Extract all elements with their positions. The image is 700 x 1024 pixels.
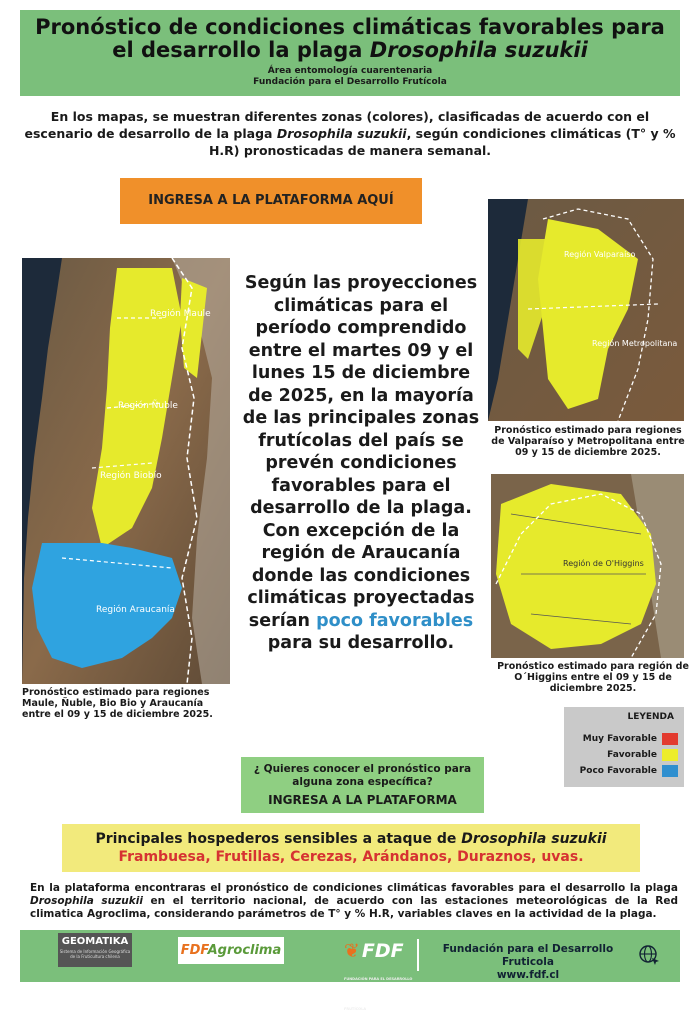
- map-label-metropolitana: Región Metropolitana: [592, 339, 678, 348]
- map-valparaiso-metropolitana: [488, 199, 684, 421]
- map-label-ohiggins: Región de O'Higgins: [563, 559, 644, 568]
- legend-label: Muy Favorable: [582, 734, 657, 744]
- forecast-text-end: para su desarrollo.: [267, 633, 455, 653]
- caption-valpo: Pronóstico estimado para regiones de Valparaíso y Metropolitana entre 09 y 15 de diciembre 2025.: [491, 425, 685, 458]
- legend-item-muy-favorable: [583, 733, 678, 745]
- org-label: Fundación para el Desarrollo Frutícola: [253, 77, 447, 87]
- caption-south: Pronóstico estimado para regiones Maule, Ñuble, Bio Bio y Araucanía entre el 09 y 15 de diciembre 2025.: [22, 687, 213, 720]
- para-part2: en el territorio nacional, de acuerdo con las estaciones meteorológicas de la Red climatica Agroclima, considerando parámetros de T° y % H.R, variables claves en la actividad de la plaga.: [30, 895, 678, 920]
- geomatika-logo: [58, 933, 132, 967]
- map-label-biobio: Región Biobío: [100, 471, 162, 481]
- map-label-valparaiso: Región Valparaíso: [564, 250, 636, 259]
- footer: [20, 930, 680, 1011]
- fdf-logo-text: FDF: [361, 940, 404, 962]
- map-label-nuble: Región Ñuble: [118, 401, 178, 411]
- map-ohiggins: [491, 474, 684, 658]
- hosts-box: [62, 824, 640, 872]
- zone-question: ¿ Quieres conocer el pronóstico para alguna zona específica?: [253, 763, 472, 788]
- title-prefix: el desarrollo la plaga: [112, 38, 370, 62]
- legend-item-poco-favorable: [580, 765, 678, 777]
- legend-swatch: [662, 765, 678, 777]
- hosts-list: Frambuesa, Frutillas, Cerezas, Arándanos, Duraznos, uvas.: [118, 849, 584, 865]
- forecast-text: Según las proyecciones climáticas para el período comprendido entre el martes 09 y el lunes 15 de diciembre de 2025, en la mayoría de las principales zonas frutícolas del país se prevén condiciones favorables para el desarrollo de la plaga. Con excepción de la región de Araucanía donde las condiciones climáticas proyectadas serían: [242, 273, 480, 631]
- forecast-main-text: [238, 272, 484, 655]
- footer-url[interactable]: www.fdf.cl: [496, 969, 560, 981]
- legend-item-favorable: [607, 749, 678, 761]
- map-label-maule: Región Maule: [150, 309, 211, 319]
- hosts-title-species: Drosophila suzukii: [461, 831, 607, 847]
- agroclima-logo: [178, 937, 284, 964]
- leaf-icon: ❦: [344, 940, 360, 962]
- platform-link-button[interactable]: INGRESA A LA PLATAFORMA AQUÍ: [120, 178, 422, 224]
- map-south-regions: [22, 258, 230, 684]
- platform-link[interactable]: INGRESA A LA PLATAFORMA: [268, 793, 457, 807]
- map-ohiggins-svg: [491, 474, 684, 658]
- para-part1: En la plataforma encontraras el pronóstico de condiciones climáticas favorables para el desarrollo la plaga: [30, 882, 678, 894]
- para-species: Drosophila suzukii: [30, 895, 143, 907]
- legend-title: LEYENDA: [627, 712, 674, 722]
- footer-divider: [417, 939, 419, 971]
- header-banner: [20, 10, 680, 96]
- legend-swatch: [662, 733, 678, 745]
- geomatika-sub: Sistema de Información Geográfica de la Fruticultura chilena: [59, 949, 131, 959]
- intro-text: [22, 108, 678, 159]
- map-label-araucania: Región Araucanía: [96, 605, 175, 615]
- area-label: Área entomología cuarentenaria: [267, 66, 433, 76]
- hosts-title-prefix: Principales hospederos sensibles a ataque de: [95, 831, 462, 847]
- map-valpo-svg: [488, 199, 684, 421]
- intro-part1: En los mapas, se muestran diferentes zonas (colores), clasificadas de acuerdo con el escenario de desarrollo de la plaga: [24, 109, 650, 141]
- platform-paragraph: [30, 882, 678, 921]
- legend-label: Favorable: [607, 750, 657, 760]
- intro-species: Drosophila suzukii: [276, 126, 407, 141]
- page-title-line2: [20, 39, 680, 62]
- geomatika-name: GEOMATIKA: [61, 936, 129, 947]
- page-title-line1: Pronóstico de condiciones climáticas favorables para: [35, 15, 665, 39]
- footer-info: [428, 943, 628, 982]
- map-south-svg: [22, 258, 230, 684]
- footer-org-name: Fundación para el Desarrollo Fruticola: [442, 943, 614, 968]
- title-species: Drosophila suzukii: [369, 38, 588, 62]
- fdf-logo: [344, 936, 413, 1011]
- intro-part2: , según condiciones climáticas (T° y % H.R) pronosticadas de manera semanal.: [208, 126, 676, 158]
- agroclima-logo-b: Agroclima: [207, 943, 282, 958]
- legend-swatch: [662, 749, 678, 761]
- fdf-tagline: FUNDACIÓN PARA EL DESARROLLO FRUTÍCOLA: [344, 977, 413, 1011]
- hosts-title: [62, 830, 640, 848]
- globe-icon[interactable]: [638, 944, 660, 966]
- legend: [564, 707, 684, 787]
- caption-ohiggins: Pronóstico estimado para región de O´Higgins entre el 09 y 15 de diciembre 2025.: [497, 661, 689, 694]
- forecast-highlight: poco favorables: [316, 610, 474, 631]
- agroclima-logo-a: FDF: [180, 943, 208, 958]
- legend-label: Poco Favorable: [579, 766, 657, 776]
- zone-forecast-box[interactable]: [241, 757, 484, 813]
